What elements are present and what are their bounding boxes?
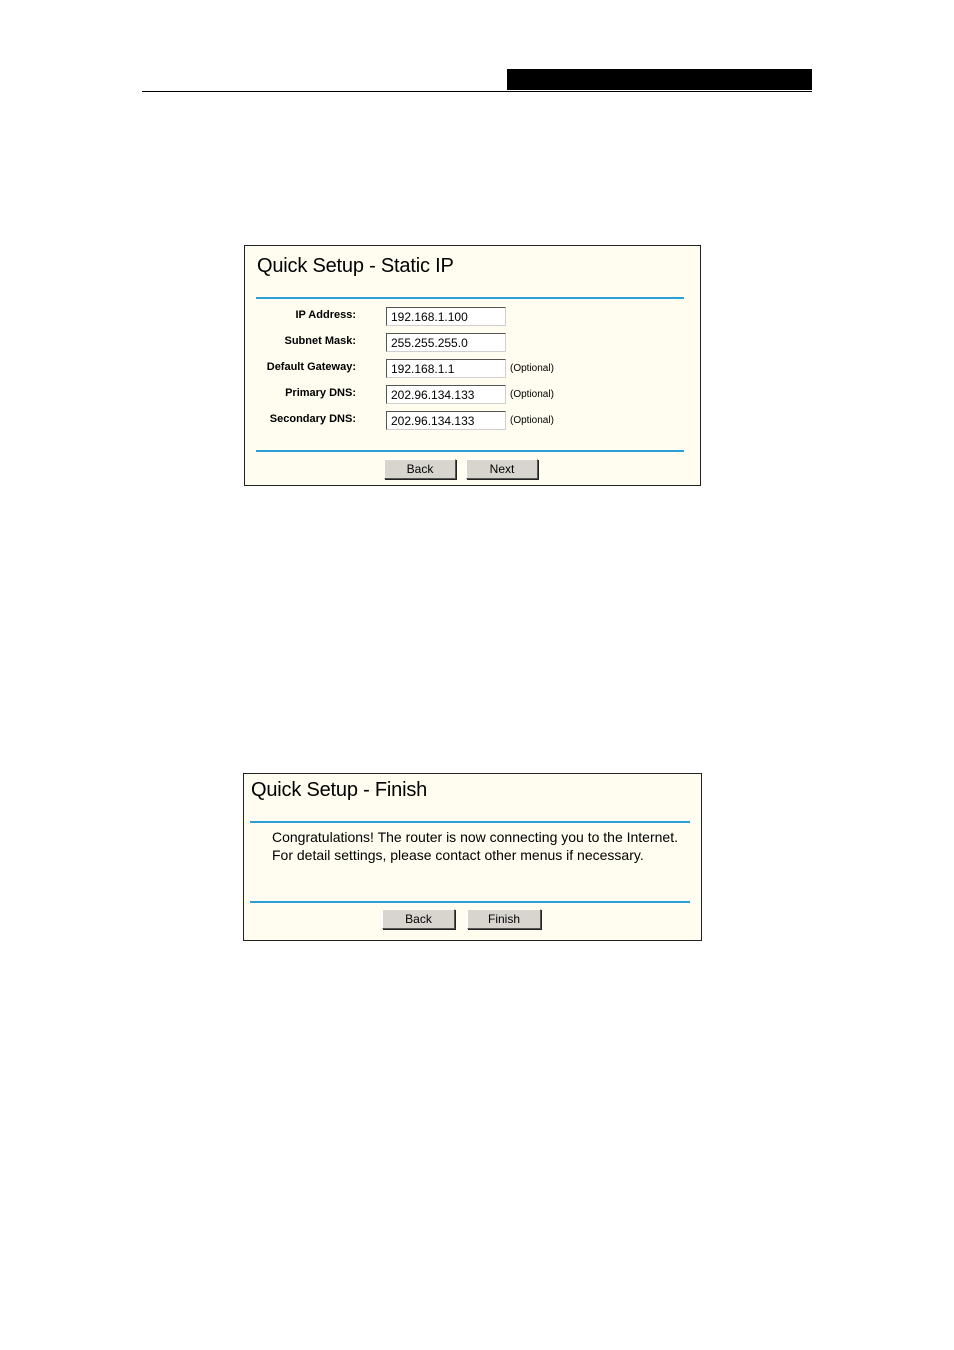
finish-top-divider	[250, 821, 690, 823]
finish-panel	[243, 773, 702, 941]
finish-button[interactable]: Finish	[467, 909, 541, 929]
finish-back-button[interactable]: Back	[382, 909, 455, 929]
secondary-dns-input[interactable]	[386, 411, 506, 430]
static-ip-panel-title: Quick Setup - Static IP	[257, 255, 454, 277]
finish-message: Congratulations! The router is now connecting you to the Internet. For detail settings, please contact other menus if necessary.	[272, 829, 678, 863]
subnet-mask-label: Subnet Mask:	[284, 335, 356, 347]
static-ip-next-button[interactable]: Next	[466, 459, 538, 479]
secondary-dns-label: Secondary DNS:	[269, 413, 356, 425]
primary-dns-optional-note: (Optional)	[510, 389, 554, 400]
default-gateway-optional-note: (Optional)	[510, 363, 554, 374]
ip-address-label: IP Address:	[295, 309, 356, 321]
default-gateway-input[interactable]	[386, 359, 506, 378]
static-ip-panel	[244, 245, 701, 486]
finish-panel-title: Quick Setup - Finish	[251, 779, 428, 801]
document-header-bar	[507, 69, 812, 90]
static-ip-back-button[interactable]: Back	[384, 459, 456, 479]
static-ip-top-divider	[256, 297, 684, 299]
document-header-rule	[142, 91, 812, 92]
finish-bottom-divider	[250, 901, 690, 903]
static-ip-bottom-divider	[256, 450, 684, 452]
secondary-dns-optional-note: (Optional)	[510, 415, 554, 426]
ip-address-input[interactable]	[386, 307, 506, 326]
subnet-mask-input[interactable]	[386, 333, 506, 352]
primary-dns-input[interactable]	[386, 385, 506, 404]
default-gateway-label: Default Gateway:	[266, 361, 356, 373]
primary-dns-label: Primary DNS:	[285, 387, 356, 399]
